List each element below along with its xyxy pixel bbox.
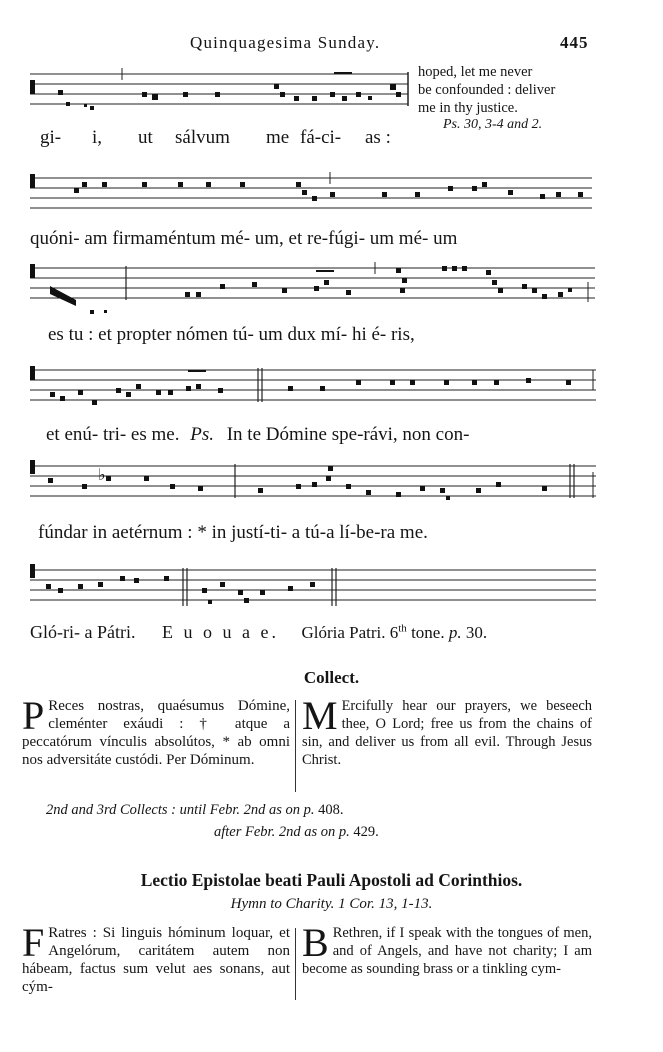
translation-line: me in thy justice. — [418, 100, 518, 116]
running-header: Quinquagesima Sunday. — [190, 33, 381, 52]
collect-english — [302, 693, 592, 769]
lyric-line-3: es tu : et propter nómen tú- um dux mí- hi é- ris, — [48, 324, 415, 345]
collect-latin — [22, 693, 290, 769]
syllable: sálvum — [175, 127, 230, 148]
epistle-latin — [22, 920, 290, 996]
gloria-reference: Glória Patri. 6th tone. p. 30. — [301, 622, 488, 642]
drop-cap: B — [302, 920, 329, 965]
lyric-line-1 — [40, 127, 410, 151]
collects-note-2: after Febr. 2nd as on p. 429. — [214, 824, 379, 840]
lyric-text: et enú- tri- es me. — [46, 424, 180, 445]
svg-text:♭: ♭ — [98, 465, 106, 484]
lyric-text: In te Dómine spe-rávi, non con- — [226, 424, 470, 445]
translation-line: be confounded : deliver — [418, 82, 556, 98]
lyric-line-4 — [46, 424, 469, 446]
lyric-line-5: fúndar in aetérnum : * in justí-ti- a tú-a lí-be-ra me. — [38, 522, 428, 543]
syllable: as : — [365, 127, 391, 148]
page-number: 445 — [560, 33, 589, 52]
drop-cap: M — [302, 693, 338, 738]
lyric-line-6 — [30, 622, 487, 643]
syllable: gi- — [40, 127, 62, 148]
syllable: me — [266, 127, 290, 148]
drop-cap: F — [22, 920, 45, 965]
epistle-latin-text: Ratres : Si linguis hóminum loquar, et Angelórum, caritátem autem non hábeam, factus sum velut aes sonans, aut cým- — [22, 925, 290, 995]
collect-english-text: Ercifully hear our prayers, we beseech thee, O Lord; free us from the chains of sin, and deliver us from all evil. Through Jesus Christ. — [302, 698, 592, 768]
chant-staff-1 — [30, 66, 412, 116]
translation-line: hoped, let me never — [418, 64, 533, 80]
chant-staff-2 — [30, 170, 595, 220]
epistle-english — [302, 920, 592, 978]
chant-staff-6 — [30, 560, 598, 616]
column-divider — [295, 928, 296, 1000]
collect-heading: Collect. — [303, 668, 360, 687]
lyric-line-2: quóni- am firmaméntum mé- um, et re-fúgi- um mé- um — [30, 228, 458, 249]
psalm-marker: Ps. — [190, 424, 214, 445]
epistle-subheading: Hymn to Charity. 1 Cor. 13, 1-13. — [230, 896, 433, 912]
drop-cap: P — [22, 693, 45, 738]
chant-staff-4 — [30, 362, 598, 412]
collect-latin-text: Reces nostras, quaésumus Dómine, cleménter exáudi : † atque a peccatórum vínculis absolútos, * ab omni nos adversitáte custódi. Per Dóminum. — [22, 698, 290, 768]
psalm-reference: Ps. 30, 3-4 and 2. — [443, 117, 543, 132]
euouae: E u o u a e. — [161, 622, 279, 642]
syllable: i, — [92, 127, 103, 148]
syllable: fá-ci- — [300, 127, 342, 148]
chant-staff-3 — [30, 258, 598, 318]
column-divider — [295, 700, 296, 792]
epistle-heading: Lectio Epistolae beati Pauli Apostoli ad Corinthios. — [140, 870, 523, 890]
psalm-translation — [418, 63, 602, 117]
lyric-text: Gló-ri- a Pátri. — [30, 622, 136, 642]
collects-note-1: 2nd and 3rd Collects : until Febr. 2nd as on p. 408. — [46, 802, 344, 818]
epistle-english-text: Rethren, if I speak with the tongues of men, and of Angels, and have not charity; I am become as sounding brass or a tinkling cym- — [302, 925, 592, 977]
syllable: ut — [138, 127, 153, 148]
chant-staff-5 — [30, 458, 598, 514]
